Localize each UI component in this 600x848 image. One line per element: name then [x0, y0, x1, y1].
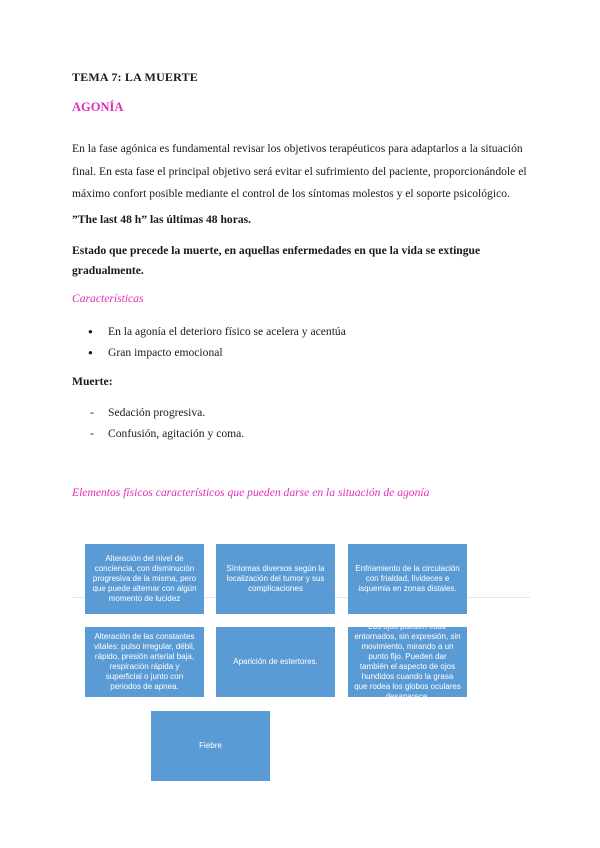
- muerte-heading: Muerte:: [72, 375, 113, 388]
- section-heading-agonia: AGONÍA: [72, 100, 124, 114]
- caracteristicas-heading: Características: [72, 292, 144, 305]
- caracteristicas-list: [88, 323, 346, 365]
- diagram-box-fiebre: Fiebre: [151, 711, 270, 781]
- list-item: - Confusión, agitación y coma.: [88, 425, 244, 446]
- last-48h-statement: ”The last 48 h” las últimas 48 horas.: [72, 213, 252, 226]
- diagram-box-enfriamiento: Enfriamiento de la circulación con frialdad, lívideces e isquemia en zonas distales.: [348, 544, 467, 614]
- diagram-box-estertores: Aparición de estertores.: [216, 627, 335, 697]
- muerte-list: [88, 404, 244, 446]
- list-item: - Sedación progresiva.: [88, 404, 244, 425]
- elementos-heading: Elementos físicos característicos que pueden darse en la situación de agonía: [72, 486, 430, 499]
- diagram-box-constantes: Alteración de las constantes vitales: pulso irregular, débil, rápido, presión arterial baja, respiración rápida y superficial o junto con periodos de apnea.: [85, 627, 204, 697]
- list-item: ● Gran impacto emocional: [88, 344, 346, 365]
- diagram-box-sintomas: Síntomas diversos según la localización del tumor y sus complicaciones: [216, 544, 335, 614]
- intro-paragraph: En la fase agónica es fundamental revisar los objetivos terapéuticos para adaptarlos a la situación final. En esta fase el principal objetivo será evitar el sufrimiento del paciente, proporcionándole el máximo confort posible mediante el control de los síntomas molestos y el soporte psicológico.: [72, 142, 527, 200]
- diagram-box-conciencia: Alteración del nivel de conciencia, con disminución progresiva de la misma, pero que puede alternar con algún momento de lucidez: [85, 544, 204, 614]
- document-title: TEMA 7: LA MUERTE: [72, 70, 198, 84]
- estado-definition: Estado que precede la muerte, en aquellas enfermedades en que la vida se extingue gradualmente.: [72, 244, 481, 277]
- diagram-box-ojos: Los ojos pueden estar entornados, sin expresión, sin movimiento, mirando a un punto fijo. Pueden dar también el aspecto de ojos hundidos cuando la grasa que rodea los globos oculares desaparece.: [348, 627, 467, 697]
- list-item: ● En la agonía el deterioro físico se acelera y acentúa: [88, 323, 346, 344]
